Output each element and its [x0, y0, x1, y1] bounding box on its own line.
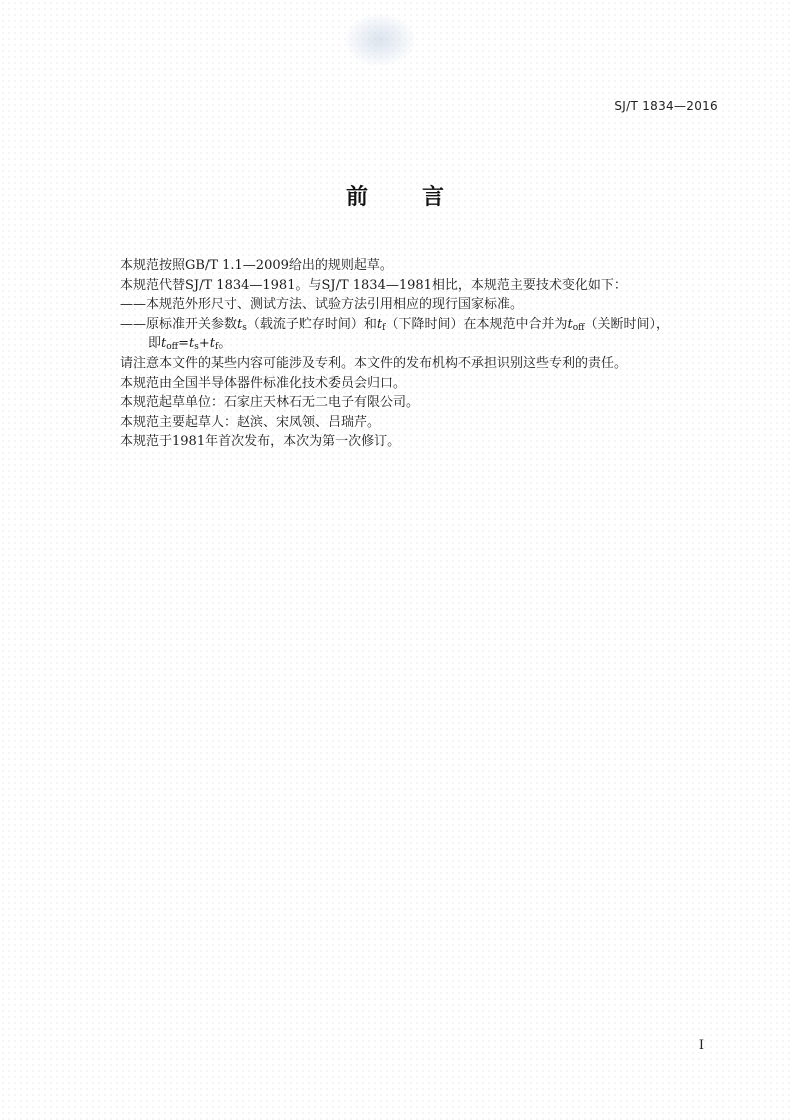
change-item-2-formula: 即$t_{off}=t_s+t_f$。 — [148, 336, 232, 353]
page-title — [0, 180, 792, 211]
title-char-2: 言 — [422, 185, 447, 210]
foreword-body — [120, 256, 720, 452]
paragraph-drafting-rules: 本规范按照GB/T 1.1—2009给出的规则起草。 — [120, 258, 393, 273]
change-item-1: ——本规范外形尺寸、测试方法、试验方法引用相应的现行国家标准。 — [120, 297, 524, 313]
title-char-1: 前 — [345, 185, 370, 210]
paragraph-drafting-unit: 本规范起草单位：石家庄天林石无二电子有限公司。 — [120, 395, 420, 411]
change-item-2: ——原标准开关参数$t_s$（载流子贮存时间）和$t_f$（下降时间）在本规范中合并为$t_{off}$（关断时间）， — [120, 316, 670, 333]
page-number: I — [698, 1038, 704, 1053]
document-code: SJ/T 1834—2016 — [614, 99, 718, 113]
paragraph-patent-notice: 请注意本文件的某些内容可能涉及专利。本文件的发布机构不承担识别这些专利的责任。 — [120, 355, 628, 371]
paragraph-history: 本规范于1981年首次发布，本次为第一次修订。 — [120, 434, 401, 450]
paragraph-replaces: 本规范代替SJ/T 1834—1981。与SJ/T 1834—1981相比，本规范主要技术变化如下： — [120, 277, 627, 293]
watermark-stamp — [345, 14, 415, 66]
paragraph-responsible-committee: 本规范由全国半导体器件标准化技术委员会归口。 — [120, 375, 407, 391]
paragraph-drafters: 本规范主要起草人：赵滨、宋凤领、吕瑞芹。 — [120, 414, 381, 430]
